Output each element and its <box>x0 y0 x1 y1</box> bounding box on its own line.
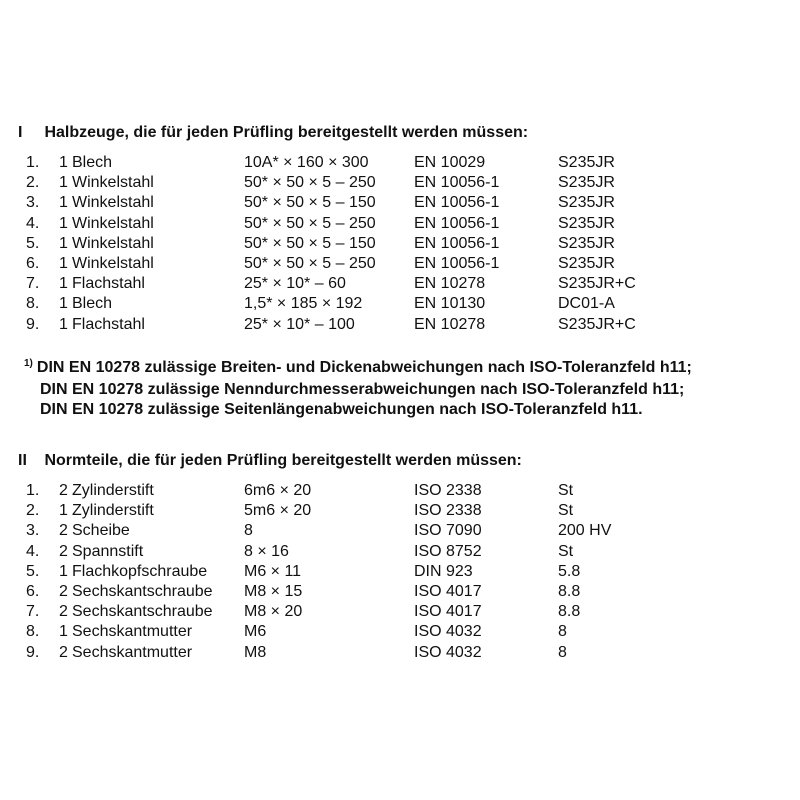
row-number: 9. <box>26 315 40 333</box>
section-2-heading <box>18 452 522 470</box>
row-standard: EN 10056-1 <box>414 234 500 252</box>
row-item-name: Scheibe <box>72 522 130 540</box>
row-material: S235JR <box>558 234 615 252</box>
row-material: St <box>558 502 574 520</box>
row-item-name: Flachstahl <box>72 315 145 333</box>
row-dimensions: 50* × 50 × 5 – 250 <box>244 255 376 272</box>
row-standard: EN 10029 <box>414 154 486 171</box>
row-item-name: Winkelstahl <box>72 194 154 212</box>
row-dimensions: M8 <box>244 643 267 661</box>
row-dimensions: 50* × 50 × 5 – 150 <box>244 234 376 252</box>
row-quantity: 1 <box>59 315 68 333</box>
section-1-roman: I <box>18 124 23 141</box>
row-item-name: Spannstift <box>72 542 144 560</box>
row-standard: EN 10278 <box>414 275 486 293</box>
row-standard: ISO 4032 <box>414 623 482 641</box>
row-standard: ISO 4017 <box>414 583 482 600</box>
row-number: 6. <box>26 255 40 272</box>
row-material: 8.8 <box>558 583 581 600</box>
row-dimensions: 50* × 50 × 5 – 150 <box>244 194 376 212</box>
row-number: 8. <box>26 295 40 313</box>
row-quantity: 1 <box>59 562 68 580</box>
row-material: S235JR <box>558 154 615 171</box>
footnote-line-3: DIN EN 10278 zulässige Seitenlängenabweichungen nach ISO-Toleranzfeld h11. <box>40 401 643 418</box>
row-dimensions: M6 × 11 <box>244 562 302 580</box>
row-item-name: Sechskantmutter <box>72 623 193 641</box>
row-number: 5. <box>26 234 40 252</box>
row-standard: EN 10056-1 <box>414 214 500 232</box>
row-quantity: 1 <box>59 275 68 293</box>
row-number: 2. <box>26 174 40 192</box>
row-quantity: 1 <box>59 295 68 313</box>
section-1-heading <box>18 124 528 142</box>
row-dimensions: 10A* × 160 × 300 <box>244 154 369 171</box>
row-material: DC01-A <box>558 295 615 313</box>
row-standard: ISO 4032 <box>414 643 482 661</box>
row-number: 7. <box>26 275 40 293</box>
row-dimensions: 50* × 50 × 5 – 250 <box>244 174 376 192</box>
row-standard: DIN 923 <box>414 562 473 580</box>
row-number: 5. <box>26 562 40 580</box>
row-dimensions: 8 × 16 <box>244 542 289 560</box>
row-dimensions: 6m6 × 20 <box>244 482 312 499</box>
row-material: S235JR+C <box>558 315 636 333</box>
row-item-name: Winkelstahl <box>72 255 154 272</box>
footnote-marker: 1) <box>24 358 33 369</box>
row-quantity: 2 <box>59 482 68 499</box>
row-quantity: 2 <box>59 542 68 560</box>
row-number: 4. <box>26 214 40 232</box>
row-quantity: 1 <box>59 623 68 641</box>
row-item-name: Sechskantmutter <box>72 643 193 661</box>
row-quantity: 1 <box>59 234 68 252</box>
row-dimensions: 5m6 × 20 <box>244 502 312 520</box>
row-item-name: Blech <box>72 154 113 171</box>
row-material: S235JR <box>558 214 615 232</box>
row-material: 5.8 <box>558 562 581 580</box>
row-standard: ISO 2338 <box>414 482 482 499</box>
row-number: 8. <box>26 623 40 641</box>
row-item-name: Sechskantschraube <box>72 583 213 600</box>
row-quantity: 1 <box>59 255 68 272</box>
row-standard: ISO 7090 <box>414 522 482 540</box>
row-number: 9. <box>26 643 40 661</box>
row-material: S235JR <box>558 194 615 212</box>
section-1-title: Halbzeuge, die für jeden Prüfling bereitgestellt werden müssen: <box>44 124 529 141</box>
row-material: St <box>558 482 574 499</box>
row-material: S235JR <box>558 174 615 192</box>
row-material: St <box>558 542 574 560</box>
row-material: 8 <box>558 643 567 661</box>
row-standard: ISO 4017 <box>414 603 482 621</box>
row-quantity: 2 <box>59 603 68 621</box>
row-quantity: 2 <box>59 643 68 661</box>
row-standard: EN 10056-1 <box>414 174 500 192</box>
row-quantity: 1 <box>59 214 68 232</box>
row-number: 2. <box>26 502 40 520</box>
row-dimensions: M8 × 15 <box>244 583 303 600</box>
row-dimensions: 25* × 10* – 100 <box>244 315 355 333</box>
row-quantity: 1 <box>59 174 68 192</box>
row-material: S235JR <box>558 255 615 272</box>
row-quantity: 2 <box>59 522 68 540</box>
row-dimensions: 8 <box>244 522 253 540</box>
section-2-title: Normteile, die für jeden Prüfling bereitgestellt werden müssen: <box>44 452 522 469</box>
row-quantity: 2 <box>59 583 68 600</box>
row-quantity: 1 <box>59 154 68 171</box>
row-item-name: Winkelstahl <box>72 214 154 232</box>
row-item-name: Zylinderstift <box>72 502 154 520</box>
row-standard: EN 10056-1 <box>414 255 500 272</box>
row-material: S235JR+C <box>558 275 636 293</box>
row-item-name: Blech <box>72 295 113 313</box>
row-number: 1. <box>26 154 40 171</box>
row-dimensions: M6 <box>244 623 267 641</box>
row-dimensions: 25* × 10* – 60 <box>244 275 346 293</box>
row-number: 3. <box>26 522 40 540</box>
row-standard: ISO 2338 <box>414 502 482 520</box>
row-number: 6. <box>26 583 40 600</box>
footnote-line-1: $^{1)}$ DIN EN 10278 zulässige Breiten- und Dickenabweichungen nach ISO-Toleranzfeld h11; <box>24 358 692 376</box>
row-item-name: Winkelstahl <box>72 174 154 192</box>
row-standard: EN 10278 <box>414 315 486 333</box>
row-number: 7. <box>26 603 40 621</box>
row-standard: EN 10130 <box>414 295 486 313</box>
row-item-name: Flachkopfschraube <box>72 562 208 580</box>
section-2-roman: II <box>18 452 27 469</box>
row-material: 8 <box>558 623 567 641</box>
footnote-line-2: DIN EN 10278 zulässige Nenndurchmesserabweichungen nach ISO-Toleranzfeld h11; <box>40 381 685 398</box>
row-number: 4. <box>26 542 40 560</box>
row-dimensions: M8 × 20 <box>244 603 303 621</box>
row-standard: EN 10056-1 <box>414 194 500 212</box>
row-item-name: Winkelstahl <box>72 234 154 252</box>
row-standard: ISO 8752 <box>414 542 482 560</box>
row-item-name: Flachstahl <box>72 275 145 293</box>
row-item-name: Zylinderstift <box>72 482 154 499</box>
row-quantity: 1 <box>59 502 68 520</box>
row-item-name: Sechskantschraube <box>72 603 213 621</box>
row-quantity: 1 <box>59 194 68 212</box>
footnote <box>24 358 692 420</box>
row-number: 1. <box>26 482 40 499</box>
row-material: 8.8 <box>558 603 581 621</box>
row-dimensions: 1,5* × 185 × 192 <box>244 295 363 313</box>
row-dimensions: 50* × 50 × 5 – 250 <box>244 214 376 232</box>
row-number: 3. <box>26 194 40 212</box>
row-material: 200 HV <box>558 522 612 540</box>
